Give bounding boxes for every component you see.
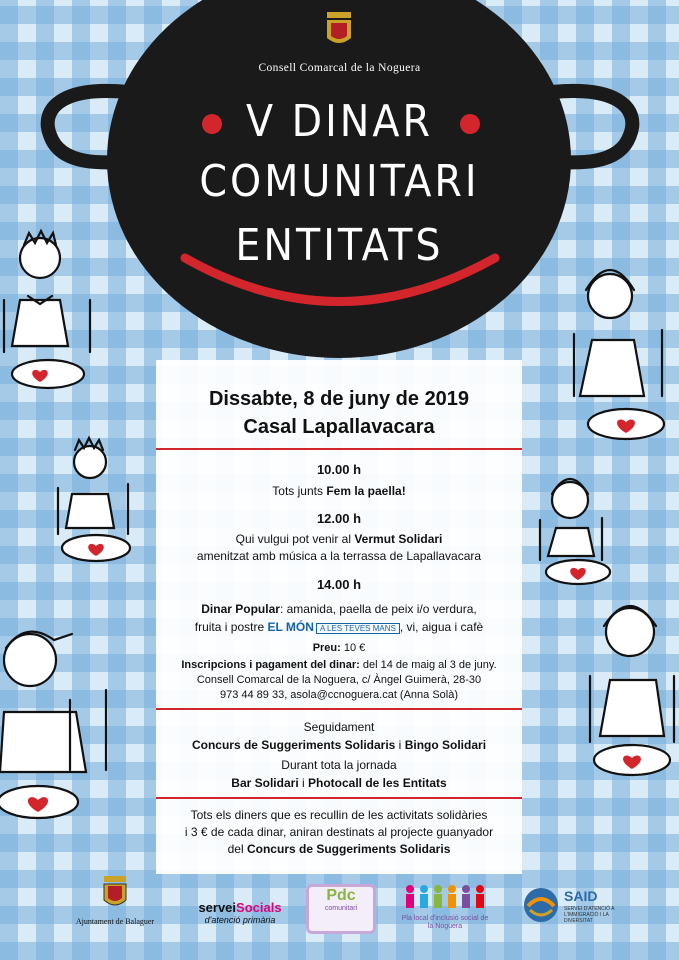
event-venue: Casal Lapallavacara	[243, 416, 435, 438]
time-3: 14.00 h	[316, 577, 362, 592]
title-line-1: V DINAR	[246, 96, 433, 147]
schedule-3-text: Dinar Popular: amanida, paella de peix i/o verdura,	[201, 602, 477, 616]
balaguer-logo: Ajuntament de Balaguer	[70, 876, 160, 926]
event-date: Dissabte, 8 de juny de 2019	[208, 388, 470, 410]
after-line-4: Bar Solidari i Photocall de les Entitats	[231, 776, 447, 790]
after-line-1: Seguidament	[303, 720, 375, 734]
after-line-2: Concurs de Suggeriments Solidaris i Bingo Solidari	[191, 738, 487, 752]
registration-address: Consell Comarcal de la Noguera, c/ Àngel Guimerà, 28-30	[196, 674, 482, 686]
divider-top	[156, 448, 522, 450]
title-line-3: ENTITATS	[235, 220, 444, 271]
serveis-socials-logo: serveiSocials d'atenció primària	[198, 900, 282, 925]
closing-line-2: i 3 € de cada dinar, aniran destinats al projecte guanyador	[184, 825, 494, 839]
time-1: 10.00 h	[316, 462, 362, 477]
balaguer-crest-icon	[100, 876, 130, 912]
registration-contact: 973 44 89 33, asola@ccnoguera.cat (Anna Solà)	[219, 689, 459, 701]
schedule-1-text: Tots junts Fem la paella!	[272, 484, 406, 498]
registration-line: Inscripcions i pagament del dinar: del 14 de maig al 3 de juny.	[181, 659, 497, 671]
menu-line: fruita i postre EL MÓN A LES TEVES MANS , vi, aigua i cafè	[156, 619, 522, 637]
divider-middle	[156, 708, 522, 710]
globe-icon	[522, 886, 560, 924]
divider-bottom	[156, 797, 522, 799]
people-icon	[402, 884, 488, 910]
closing-line-1: Tots els diners que es recullin de les activitats solidàries	[190, 808, 488, 822]
council-name: Consell Comarcal de la Noguera	[258, 62, 421, 74]
pdc-logo: Pdc comunitari	[306, 884, 376, 934]
price: Preu: 10 €	[312, 642, 366, 654]
closing-line-3: del Concurs de Suggeriments Solidaris	[227, 842, 451, 856]
time-2: 12.00 h	[316, 511, 362, 526]
after-line-3: Durant tota la jornada	[281, 758, 397, 772]
el-mon-logo: EL MÓN A LES TEVES MANS	[267, 619, 399, 637]
council-crest-icon	[327, 12, 351, 43]
schedule-2-line2: amenitzat amb música a la terrassa de Lapallavacara	[196, 549, 482, 563]
schedule-2-text: Qui vulgui pot venir al Vermut Solidari	[235, 532, 443, 546]
title-line-2: COMUNITARI	[199, 156, 480, 207]
pla-inclusio-logo: Pla local d'inclusió social de la Noguera	[400, 884, 490, 931]
